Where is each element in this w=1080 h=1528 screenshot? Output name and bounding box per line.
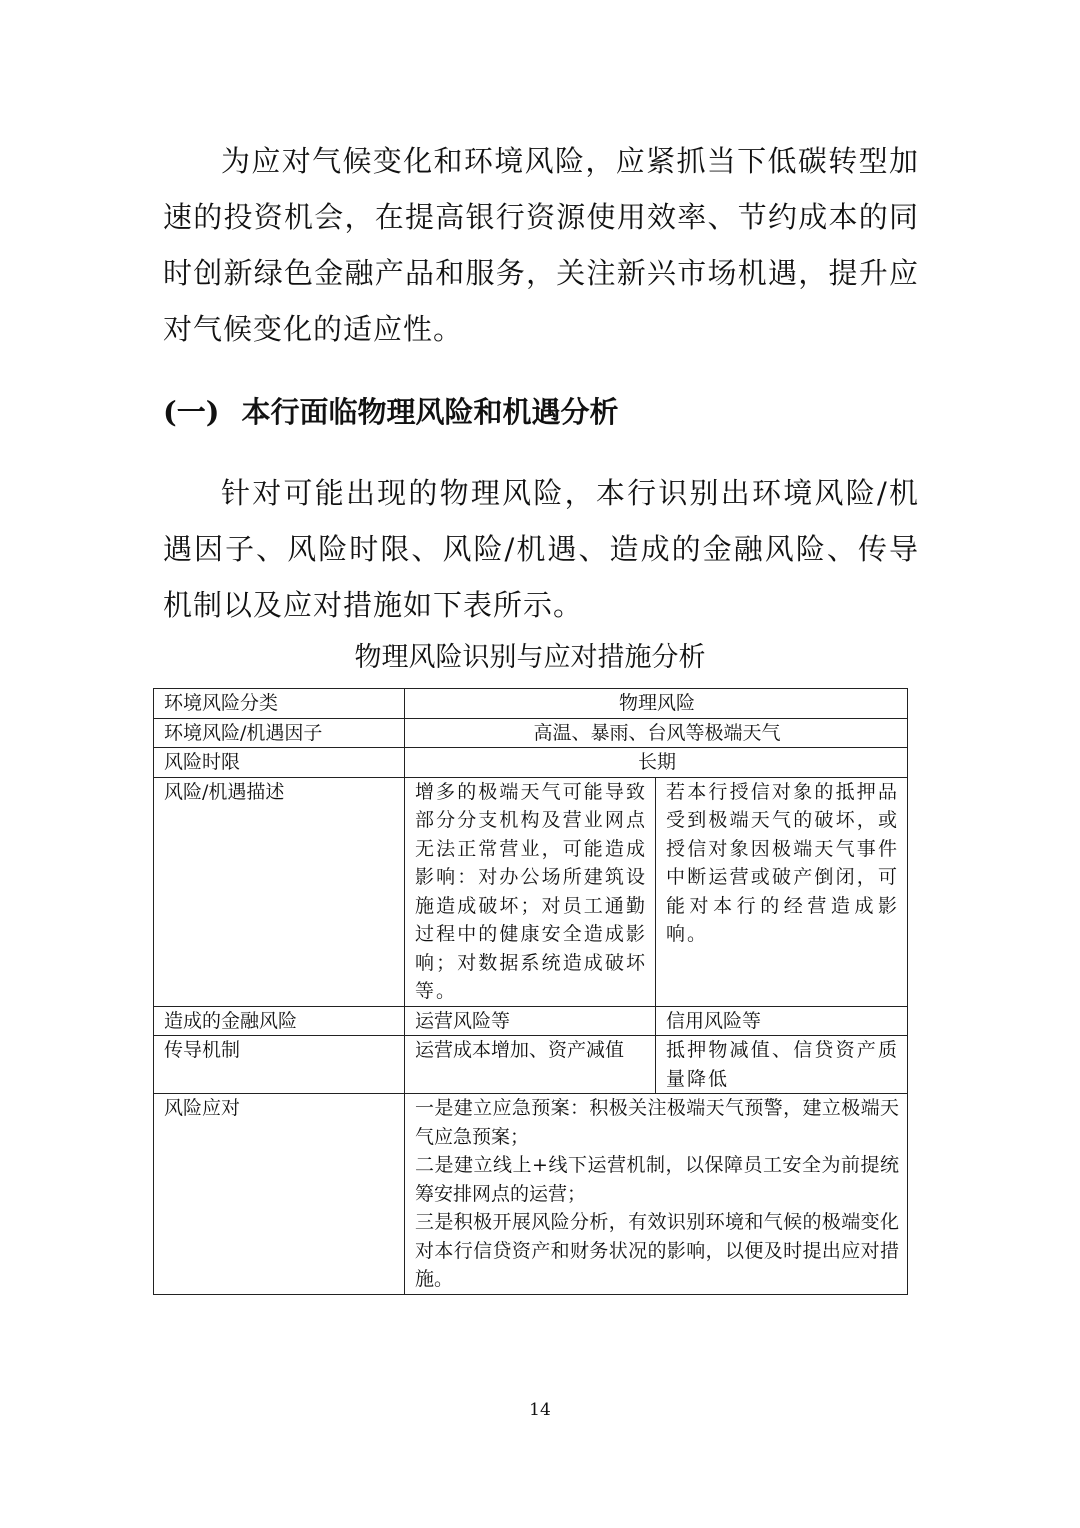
factor-value: 高温、暴雨、台风等极端天气 — [405, 718, 908, 748]
transmission-left: 运营成本增加、资产减值 — [405, 1036, 656, 1094]
description-left: 增多的极端天气可能导致部分分支机构及营业网点无法正常营业，可能造成影响：对办公场所建筑设施造成破坏；对员工通勤过程中的健康安全造成影响；对数据系统造成破坏等。 — [405, 777, 656, 1006]
page-number: 14 — [529, 1400, 551, 1420]
horizon-label: 风险时限 — [154, 748, 405, 778]
response-line: 三是积极开展风险分析，有效识别环境和气候的极端变化对本行信贷资产和财务状况的影响，以便及时提出应对措施。 — [415, 1211, 900, 1290]
description-right: 若本行授信对象的抵押品受到极端天气的破坏，或授信对象因极端天气事件中断运营或破产倒闭，可能对本行的经营造成影响。 — [656, 777, 908, 1006]
table-row — [154, 1094, 908, 1295]
table-row — [154, 1036, 908, 1094]
category-label: 环境风险分类 — [154, 689, 405, 719]
response-label: 风险应对 — [154, 1094, 405, 1295]
response-line: 一是建立应急预案：积极关注极端天气预警，建立极端天气应急预案； — [415, 1097, 900, 1148]
transmission-label: 传导机制 — [154, 1036, 405, 1094]
response-measures — [405, 1094, 908, 1295]
financial-risk-right: 信用风险等 — [656, 1006, 908, 1036]
transmission-right: 抵押物减值、信贷资产质量降低 — [656, 1036, 908, 1094]
table-row — [154, 1006, 908, 1036]
factor-label: 环境风险/机遇因子 — [154, 718, 405, 748]
table-row — [154, 718, 908, 748]
table-row — [154, 777, 908, 1006]
section-heading — [163, 384, 618, 440]
risk-table — [153, 688, 908, 1295]
response-line: 二是建立线上+线下运营机制，以保障员工安全为前提统筹安排网点的运营； — [415, 1154, 900, 1205]
body-paragraph: 针对可能出现的物理风险，本行识别出环境风险/机遇因子、风险时限、风险/机遇、造成的金融风险、传导机制以及应对措施如下表所示。 — [163, 476, 919, 622]
table-caption: 物理风险识别与应对措施分析 — [354, 642, 706, 673]
category-value: 物理风险 — [405, 689, 908, 719]
section-number: (一) — [163, 395, 220, 429]
financial-risk-left: 运营风险等 — [405, 1006, 656, 1036]
description-label: 风险/机遇描述 — [154, 777, 405, 1006]
horizon-value: 长期 — [405, 748, 908, 778]
table-row — [154, 748, 908, 778]
section-title: 本行面临物理风险和机遇分析 — [241, 395, 619, 429]
financial-risk-label: 造成的金融风险 — [154, 1006, 405, 1036]
intro-paragraph: 为应对气候变化和环境风险，应紧抓当下低碳转型加速的投资机会，在提高银行资源使用效率、节约成本的同时创新绿色金融产品和服务，关注新兴市场机遇，提升应对气候变化的适应性。 — [163, 144, 919, 346]
table-row — [154, 689, 908, 719]
